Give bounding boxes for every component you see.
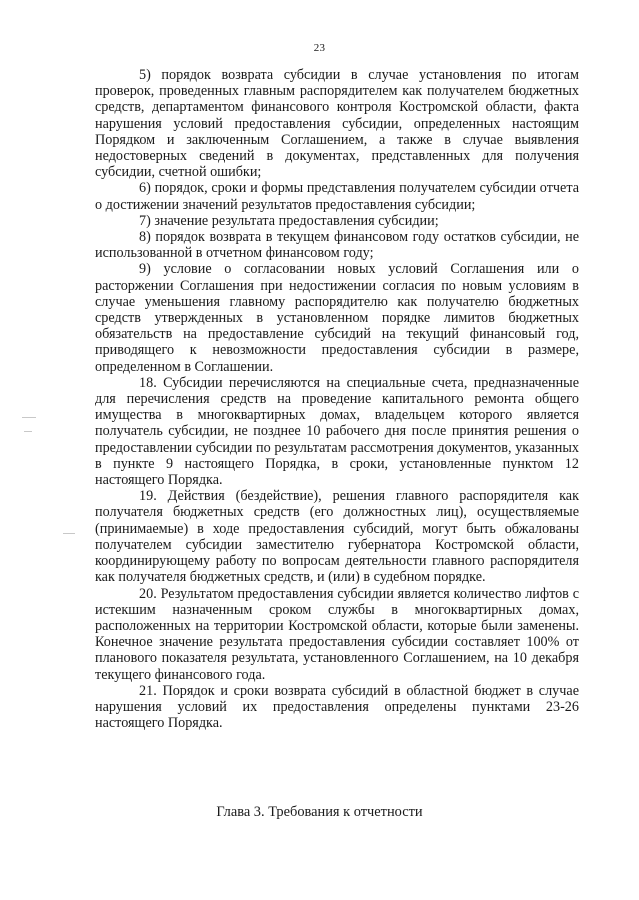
scan-margin-mark [63, 533, 75, 534]
paragraph-item-9: 9) условие о согласовании новых условий Соглашения или о расторжении Соглашения при недостижении согласия по новым условиям в случае уменьшения главному распорядителю как получателю бюджетных средств утвержденных в установленном порядке лимитов бюджетных обязательств на предоставление субсидий на текущий финансовый год, приводящего к невозможности предоставления субсидии в размере, определенном в Соглашении. [95, 261, 579, 375]
chapter-heading: Глава 3. Требования к отчетности [216, 804, 423, 820]
paragraph-item-8: 8) порядок возврата в текущем финансовом году остатков субсидии, не использованной в отчетном финансовом году; [95, 229, 579, 262]
paragraph-clause-20: 20. Результатом предоставления субсидии является количество лифтов с истекшим назначенным сроком службы в многоквартирных домах, расположенных на территории Костромской области, которые были заменены. Конечное значение результата предоставления субсидии составляет 100% от планового показателя результата, установленного Соглашением, на 10 декабря текущего финансового года. [95, 585, 579, 683]
page-number: 23 [313, 42, 326, 54]
paragraph-item-7: 7) значение результата предоставления субсидии; [139, 212, 439, 229]
paragraph-item-5: 5) порядок возврата субсидии в случае установления по итогам проверок, проведенных главным распорядителем как получателем бюджетных средств, департаментом финансового контроля Костромской области, факта нарушения условий предоставления субсидии, определенных настоящим Порядком и заключенным Соглашением, а также в случае выявления недостоверных сведений в документах, представленных для получения субсидии, счетной ошибки; [95, 67, 579, 181]
paragraph-clause-21: 21. Порядок и сроки возврата субсидий в областной бюджет в случае нарушения условий их предоставления определены пунктами 23-26 настоящего Порядка. [95, 682, 579, 732]
document-body [95, 67, 579, 731]
scan-margin-mark [22, 417, 36, 418]
scan-margin-mark [24, 431, 32, 432]
paragraph-clause-19: 19. Действия (бездействие), решения главного распорядителя как получателя бюджетных средств (его должностных лиц), осуществляемые (принимаемые) в ходе предоставления субсидий, могут быть обжалованы получателем субсидии заместителю губернатора Костромской области, координирующему работу по вопросам деятельности главного распорядителя как получателя бюджетных средств, и (или) в судебном порядке. [95, 488, 579, 586]
paragraph-clause-18: 18. Субсидии перечисляются на специальные счета, предназначенные для перечисления средств на проведение капитального ремонта общего имущества в многоквартирных домах, владельцем которого является получатель субсидии, не позднее 10 рабочего дня после принятия решения о предоставлении субсидии по результатам рассмотрения документов, указанных в пункте 9 настоящего Порядка, в сроки, установленные пунктом 12 настоящего Порядка. [95, 374, 579, 489]
paragraph-item-6: 6) порядок, сроки и формы представления получателем субсидии отчета о достижении значений результатов предоставления субсидии; [95, 180, 579, 213]
